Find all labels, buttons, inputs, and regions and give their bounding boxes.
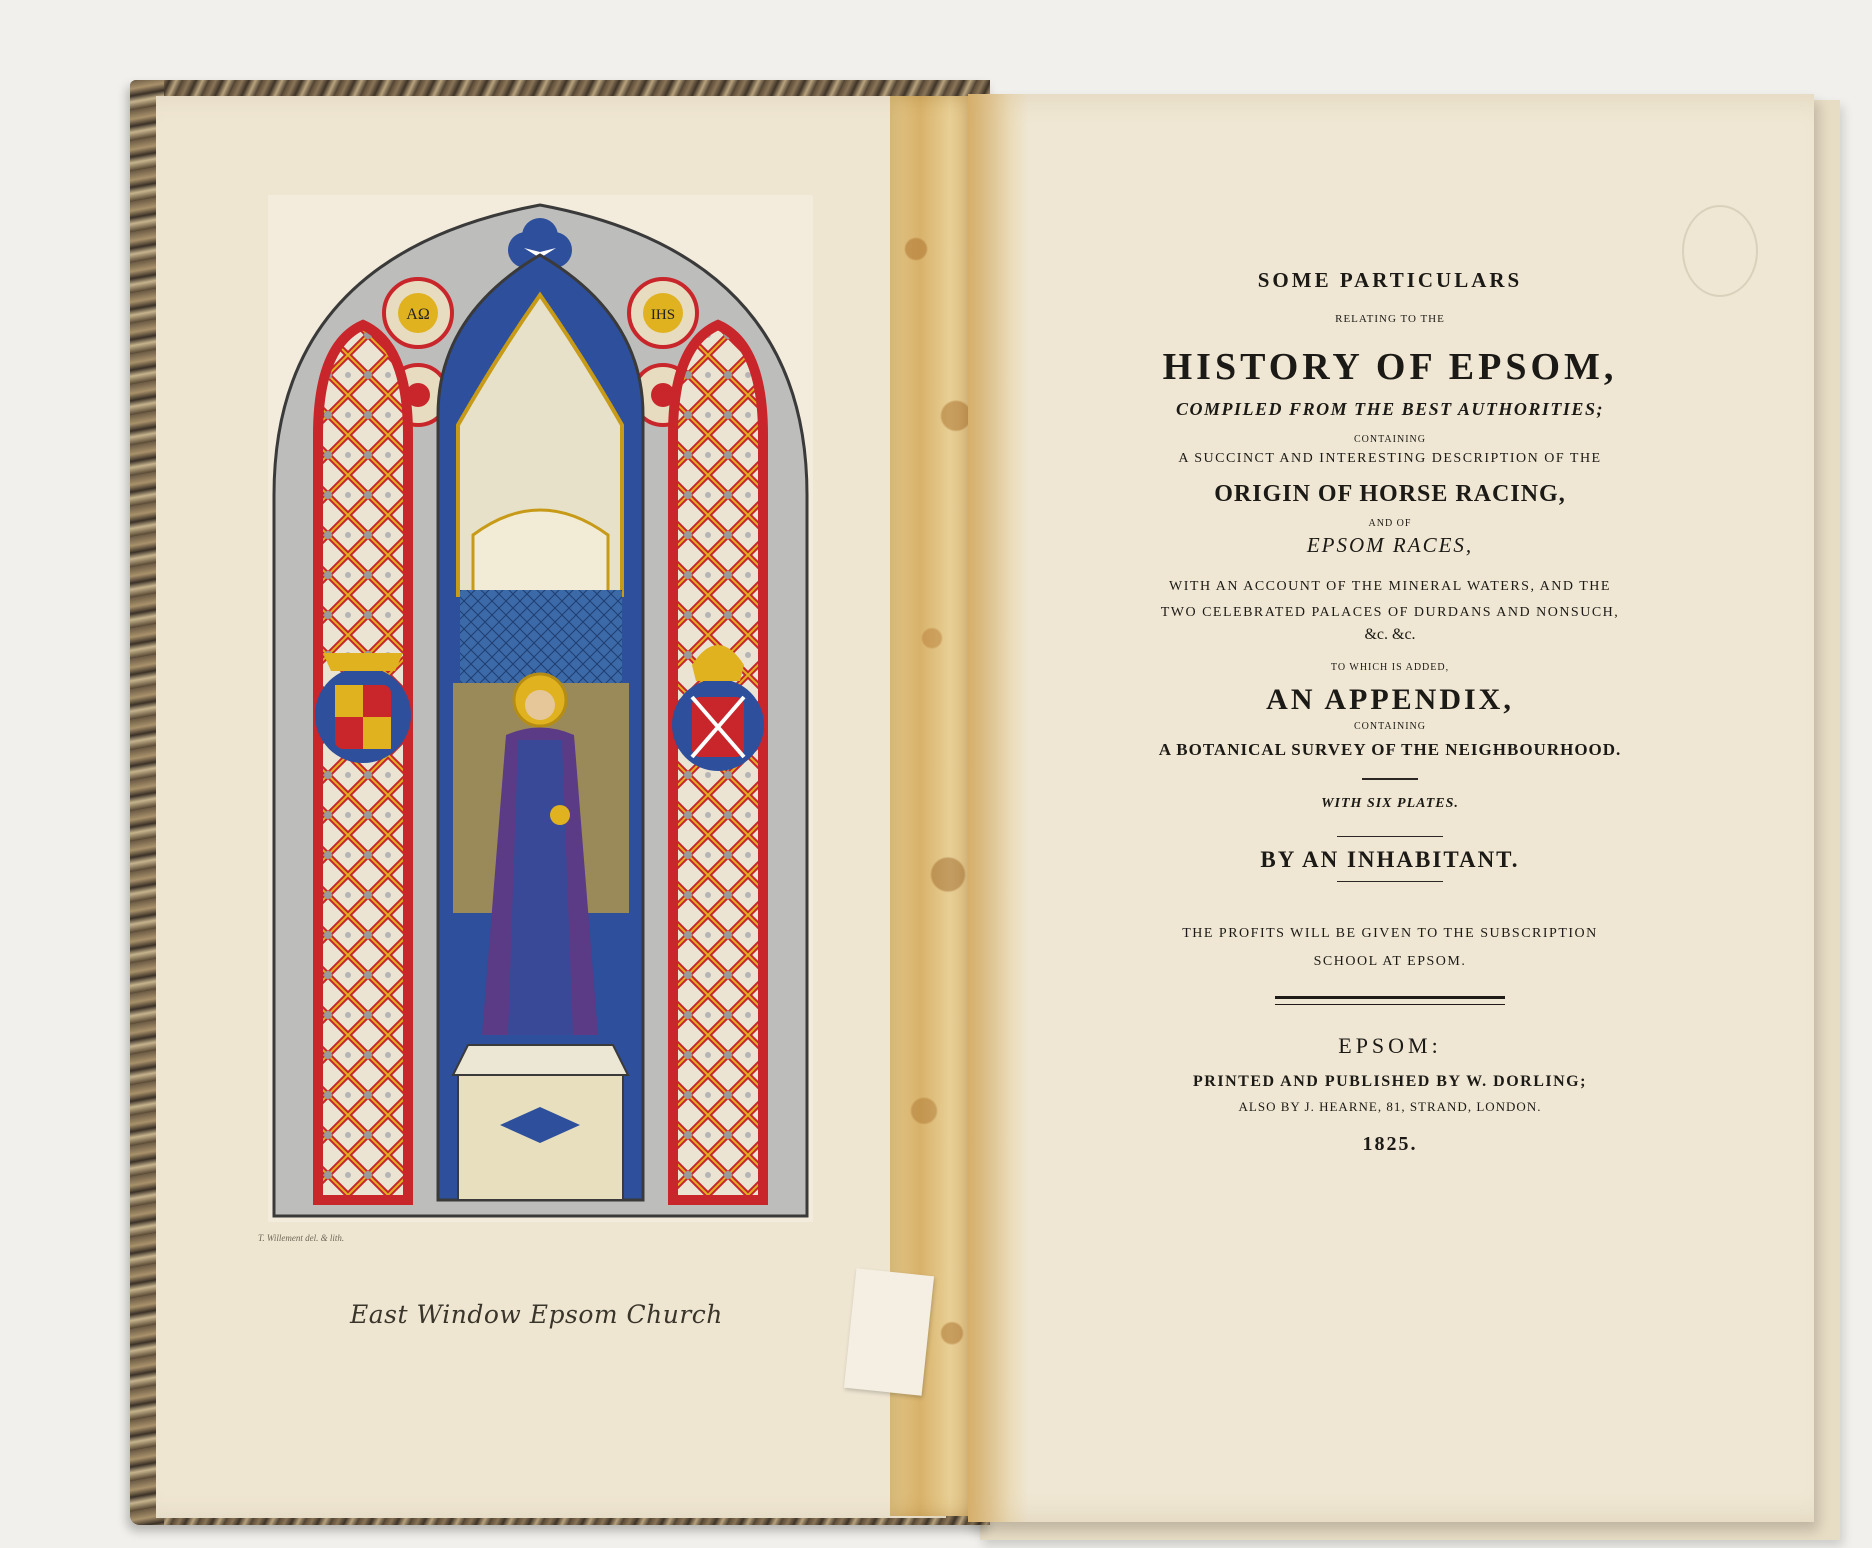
title-line-compiled: COMPILED FROM THE BEST AUTHORITIES; [1176, 399, 1604, 419]
figure-head [525, 690, 555, 720]
title-line-relating: RELATING TO THE [1335, 313, 1445, 325]
title-line-palaces: TWO CELEBRATED PALACES OF DURDANS AND NONSUCH, [1160, 605, 1620, 620]
title-line-containing: CONTAINING [1354, 434, 1426, 445]
title-line-author: BY AN INHABITANT. [1260, 847, 1520, 872]
title-line-containing-2: CONTAINING [1354, 721, 1426, 732]
title-line-to-which: TO WHICH IS ADDED, [1330, 662, 1450, 673]
rule-double [1275, 996, 1505, 1005]
plate-caption: East Window Epsom Church [350, 1300, 723, 1329]
imprint-year: 1825. [1362, 1133, 1418, 1155]
stained-glass-window-illustration [268, 195, 813, 1222]
torn-paper-tab [844, 1268, 934, 1395]
rule-short [1362, 778, 1418, 780]
title-page-foxing [968, 94, 1028, 1522]
imprint-place: EPSOM: [1338, 1033, 1442, 1058]
title-line-six-plates: WITH SIX PLATES. [1321, 796, 1459, 811]
rule-thin-top [1337, 836, 1443, 837]
title-line-horse-racing: ORIGIN OF HORSE RACING, [1214, 481, 1566, 507]
quarry-glass [460, 590, 622, 685]
stained-glass-plate [268, 195, 813, 1222]
main-title: HISTORY OF EPSOM, [1162, 346, 1618, 388]
title-line-and-of: AND OF [1368, 518, 1412, 529]
imprint-publisher: PRINTED AND PUBLISHED BY W. DORLING; [1193, 1073, 1587, 1090]
title-line-succinct: A SUCCINCT AND INTERESTING DESCRIPTION OF THE [1178, 451, 1602, 466]
title-line-etc: &c. &c. [1364, 626, 1416, 643]
title-line-profits: THE PROFITS WILL BE GIVEN TO THE SUBSCRIPTION [1182, 926, 1598, 941]
plate-credit: T. Willement del. & lith. [258, 1233, 345, 1243]
ihs-monogram: IHS [650, 307, 676, 323]
title-line-mineral-waters: WITH AN ACCOUNT OF THE MINERAL WATERS, AND THE [1169, 579, 1611, 594]
title-line-school: SCHOOL AT EPSOM. [1313, 954, 1467, 969]
rule-thin-bottom [1337, 881, 1443, 882]
pedestal-top [453, 1045, 628, 1075]
title-line-epsom-races: EPSOM RACES, [1306, 533, 1474, 557]
title-page-text [1040, 260, 1740, 1156]
alpha-omega-monogram: AΩ [406, 306, 430, 323]
title-line-botanical: A BOTANICAL SURVEY OF THE NEIGHBOURHOOD. [1158, 740, 1622, 759]
title-line-appendix: AN APPENDIX, [1266, 683, 1514, 716]
orb [550, 805, 570, 825]
imprint-also: ALSO BY J. HEARNE, 81, STRAND, LONDON. [1238, 1099, 1542, 1114]
title-line-some-particulars: SOME PARTICULARS [1257, 268, 1523, 292]
